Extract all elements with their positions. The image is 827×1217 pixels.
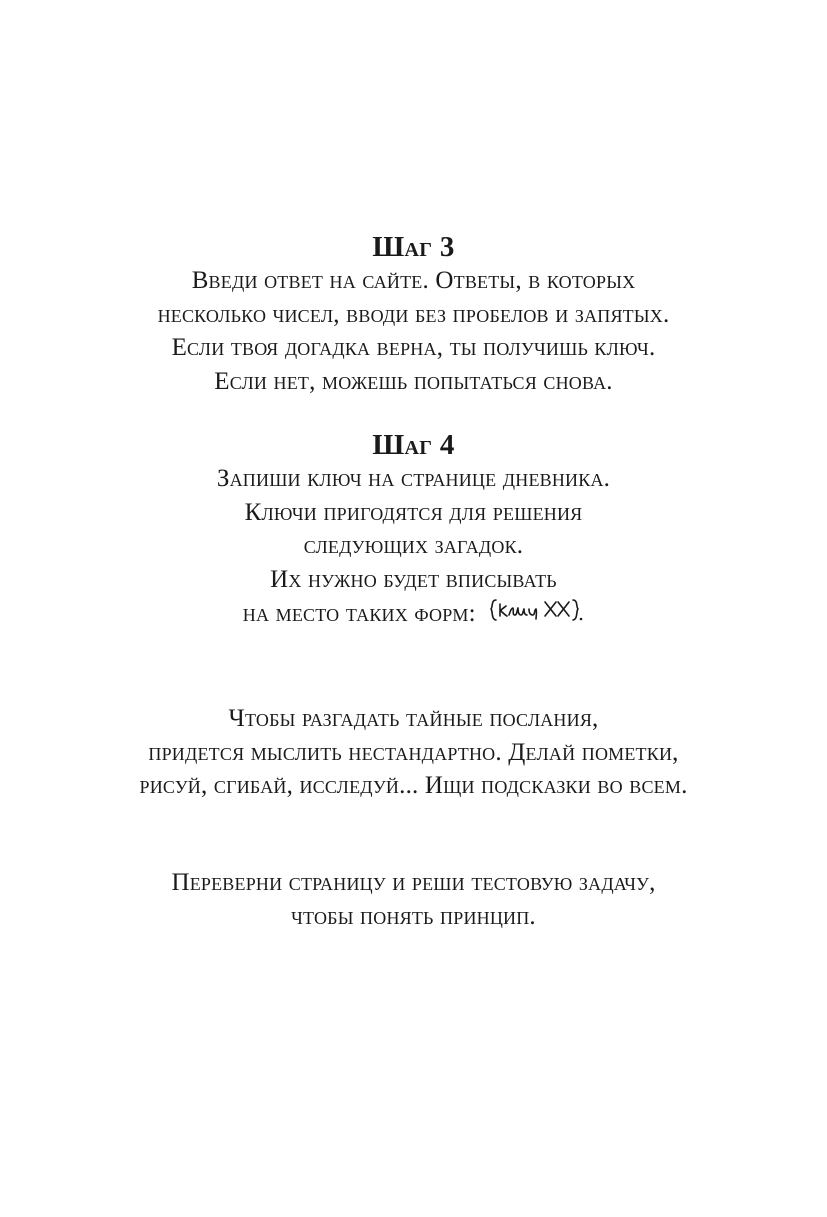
footer-section: [0, 866, 827, 933]
hint-line-1: Чтобы разгадать тайные послания,: [228, 705, 599, 732]
step-3-title: Шаг 3: [372, 231, 455, 263]
step-3-line-4: Если нет, можешь попытаться снова.: [214, 367, 613, 395]
footer-line-1: Переверни страницу и реши тестовую задачу,: [171, 869, 656, 896]
step-4-line-2: Ключи пригодятся для решения: [244, 498, 583, 526]
step-3-section: [0, 230, 827, 398]
step-3-line-3: Если твоя догадка верна, ты получишь ключ.: [171, 334, 656, 361]
footer-line-2: чтобы понять принцип.: [291, 902, 536, 930]
step-4-section: [0, 428, 827, 634]
step-4-line-4: Их нужно будет вписывать: [270, 565, 557, 593]
step-3-line-2: несколько чисел, вводи без пробелов и запятых.: [157, 300, 670, 328]
step-4-line-5: [0, 596, 827, 634]
handwritten-key-sample-icon: [488, 596, 584, 634]
hint-line-2: придется мыслить нестандартно. Делай пометки,: [148, 738, 679, 766]
step-4-line-3: следующих загадок.: [303, 532, 524, 559]
step-4-line-5-text: на место таких форм:: [242, 600, 476, 627]
step-4-line-1: Запиши ключ на странице дневника.: [216, 465, 611, 492]
hint-section: [0, 702, 827, 803]
step-3-line-1: Введи ответ на сайте. Ответы, в которых: [191, 267, 636, 294]
step-4-title: Шаг 4: [372, 429, 455, 461]
hint-line-3: рисуй, сгибай, исследуй... Ищи подсказки во всем.: [139, 772, 688, 799]
